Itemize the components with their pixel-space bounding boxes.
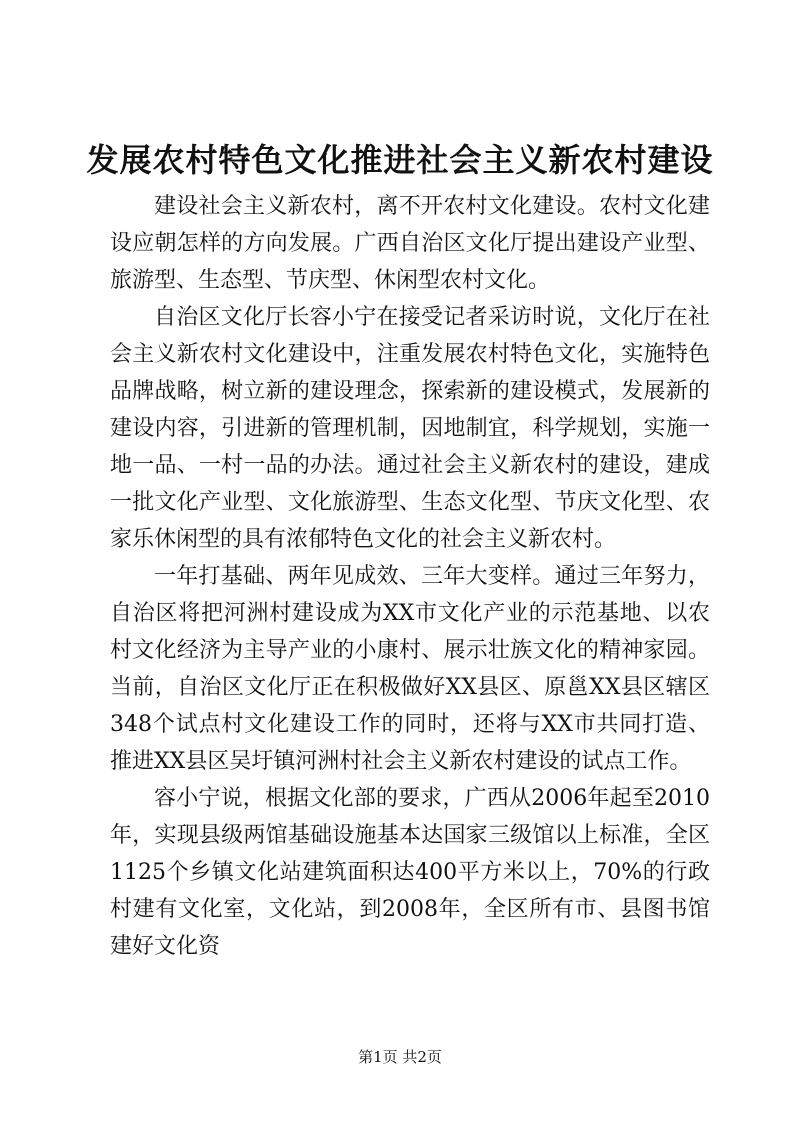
paragraph-1: 建设社会主义新农村，离不开农村文化建设。农村文化建设应朝怎样的方向发展。广西自治区文化厅提出建设产业型、旅游型、生态型、节庆型、休闲型农村文化。 <box>110 194 710 293</box>
paragraph-4: 容小宁说，根据文化部的要求，广西从2006年起至2010年，实现县级两馆基础设施基本达国家三级馆以上标准，全区1125个乡镇文化站建筑面积达400平方米以上，70%的行政村建有文化室，文化站，到2008年，全区所有市、县图书馆建好文化资 <box>110 786 710 959</box>
document-title: 发展农村特色文化推进社会主义新农村建设 <box>86 141 714 179</box>
page-number-footer: 第1页 共2页 <box>358 1048 442 1066</box>
document-body <box>110 188 710 965</box>
paragraph-2: 自治区文化厅长容小宁在接受记者采访时说，文化厅在社会主义新农村文化建设中，注重发展农村特色文化，实施特色品牌战略，树立新的建设理念，探索新的建设模式，发展新的建设内容，引进新的管理机制，因地制宜，科学规划，实施一地一品、一村一品的办法。通过社会主义新农村的建设，建成一批文化产业型、文化旅游型、生态文化型、节庆文化型、农家乐休闲型的具有浓郁特色文化的社会主义新农村。 <box>110 305 710 552</box>
paragraph-3: 一年打基础、两年见成效、三年大变样。通过三年努力，自治区将把河洲村建设成为XX市文化产业的示范基地、以农村文化经济为主导产业的小康村、展示壮族文化的精神家园。当前，自治区文化厅正在积极做好XX县区、原邕XX县区辖区348个试点村文化建设工作的同时，还将与XX市共同打造、推进XX县区吴圩镇河洲村社会主义新农村建设的试点工作。 <box>110 564 710 774</box>
